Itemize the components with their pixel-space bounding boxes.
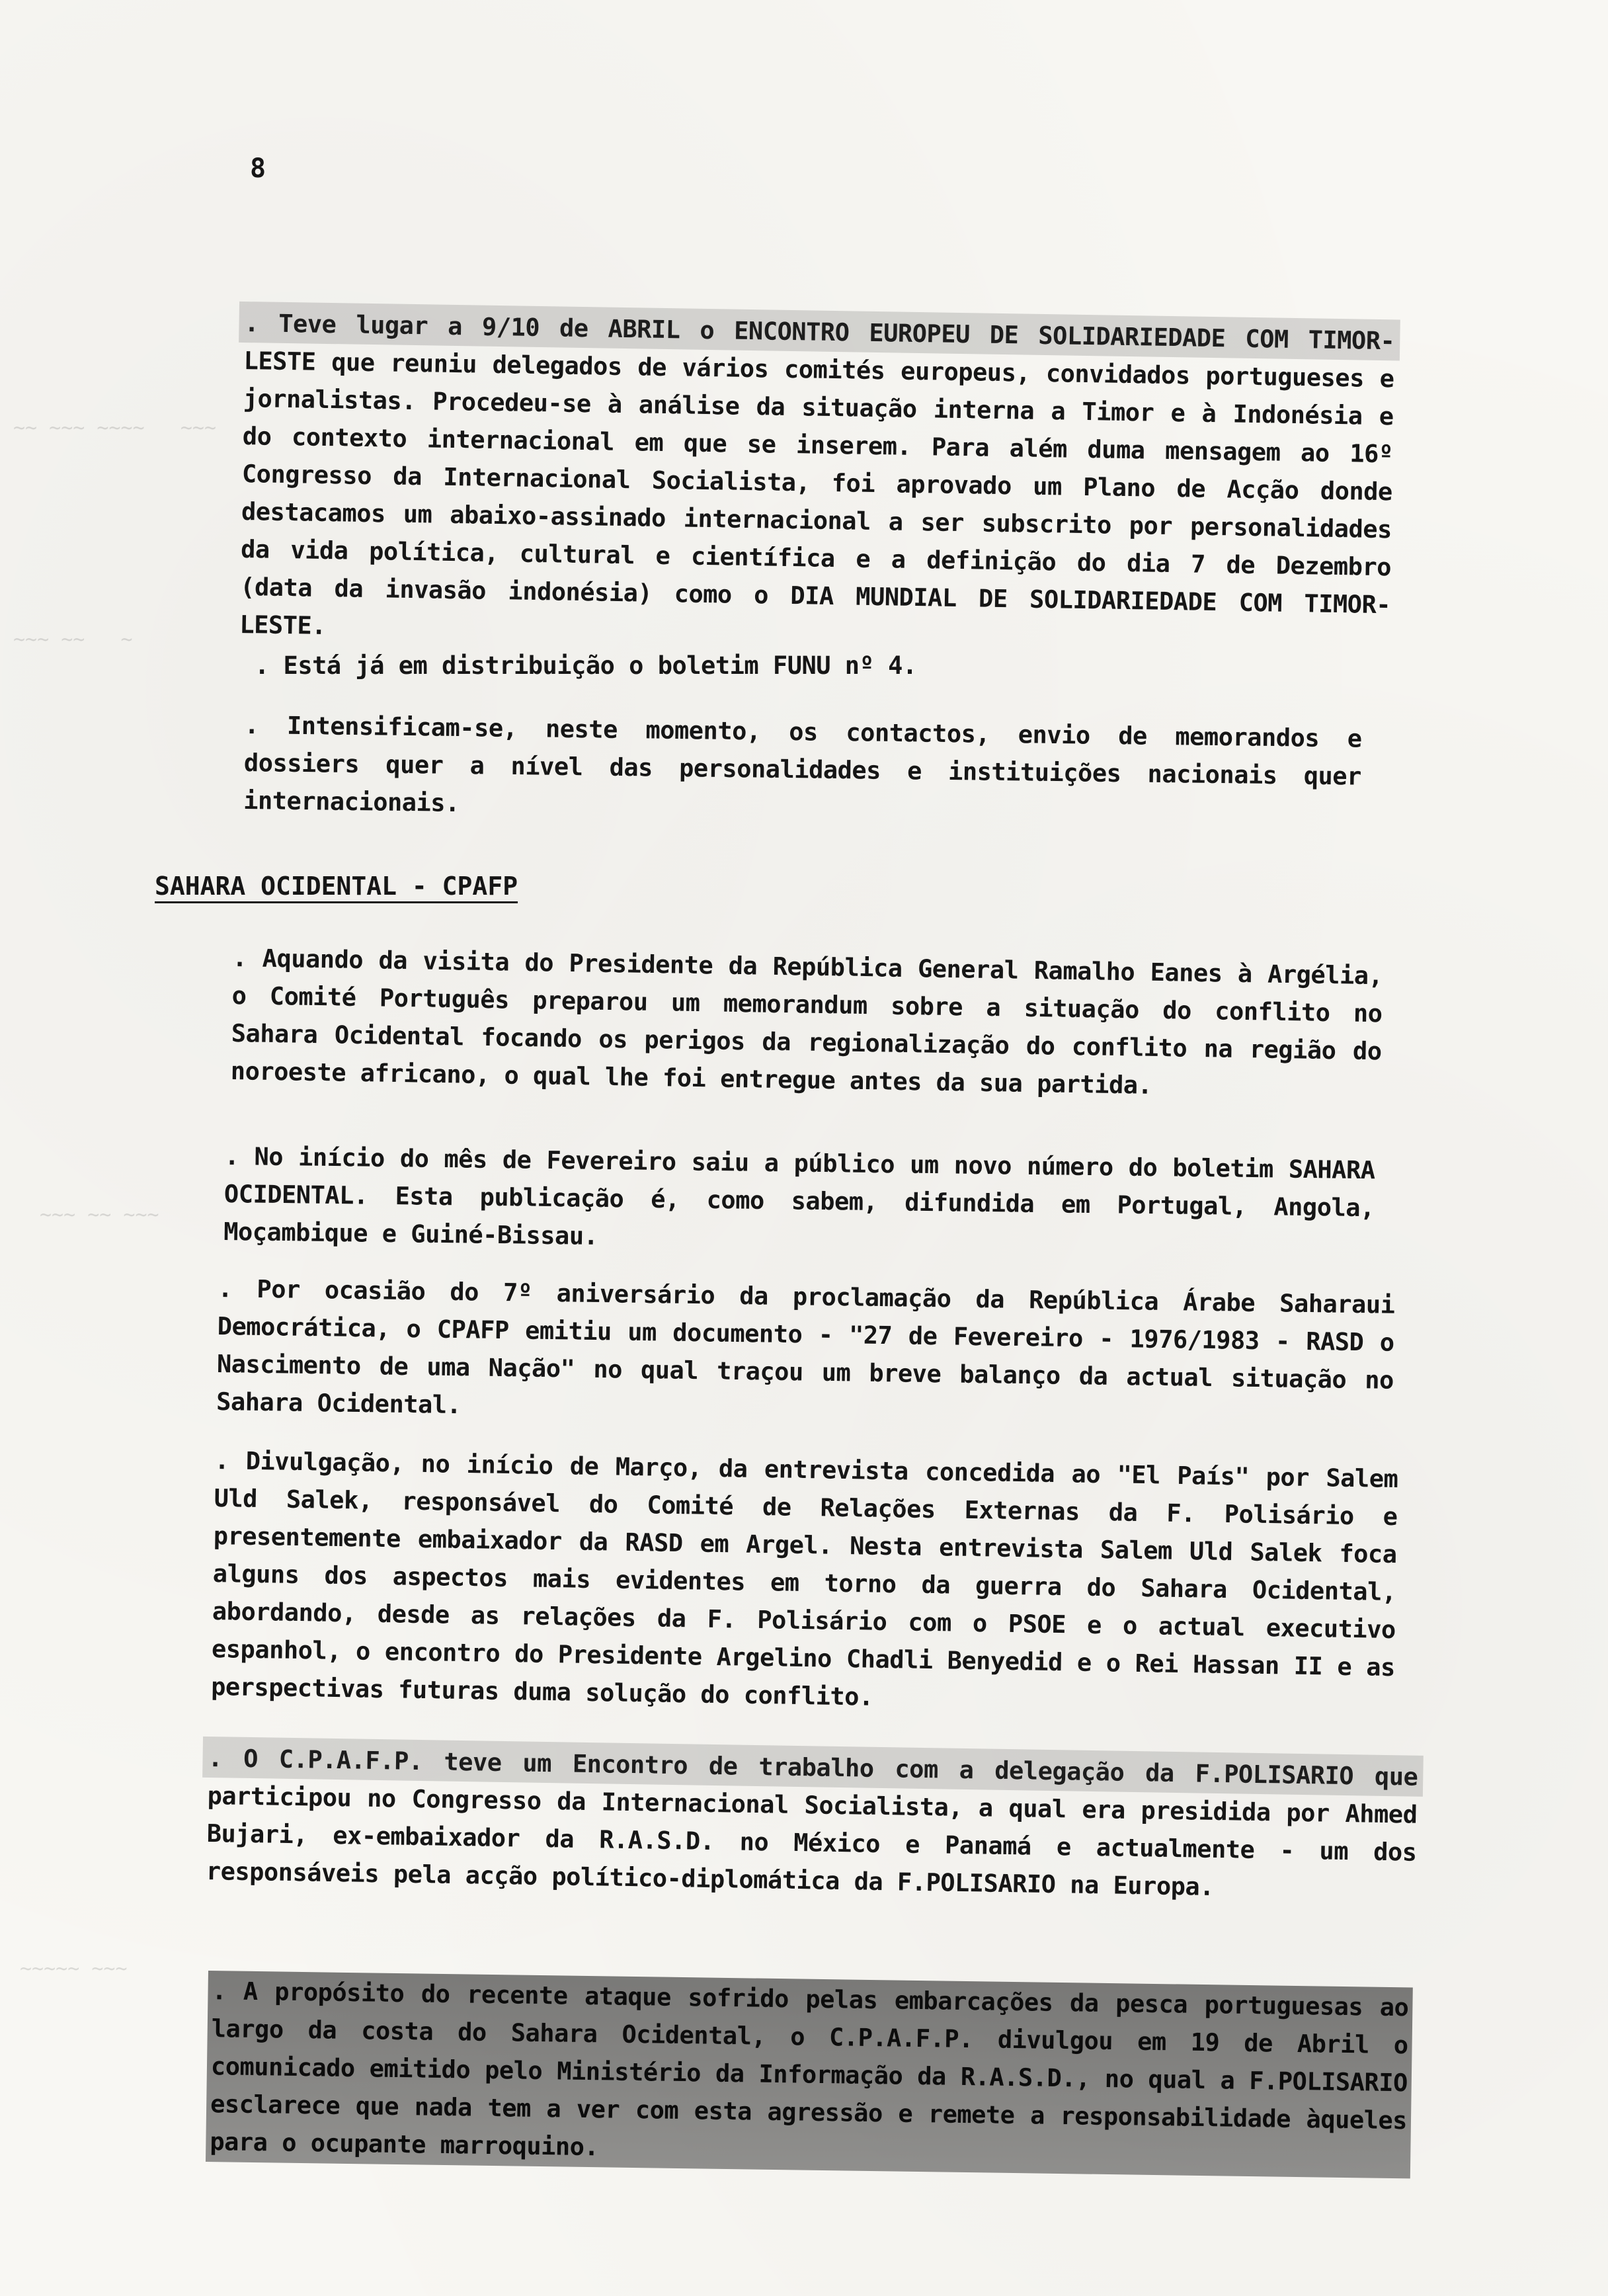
paragraph-boletim-sahara: . No início do mês de Fevereiro saiu a público um novo número do boletim SAHARA OCIDENTAL. Esta publicação é, como sabem, difundida em Portugal, Angola, Moçambique e Guiné-Bissau. <box>223 1141 1375 1250</box>
paragraph-contactos: . Intensificam-se, neste momento, os contactos, envio de memorandos e dossiers quer a nível das personalidades e instituições nacionais quer internacionais. <box>243 710 1362 817</box>
paragraph-aniversario-rasd: . Por ocasião do 7º aniversário da proclamação da República Árabe Saharaui Democrática, o CPAFP emitiu um documento - "27 de Fevereiro - 1976/1983 - RASD o Nascimento de uma Nação" no qual traçou um breve balanço da actual situação no Sahara Ocidental. <box>216 1274 1395 1420</box>
paragraph-visita-argelia: . Aquando da visita do Presidente da República General Ramalho Eanes à Argélia, o Comité Português preparou um memorandum sobre a situação do conflito no Sahara Ocidental focando os perigos da regionalização do conflito na região do noroeste africano, o qual lhe foi entregue antes da sua partida. <box>230 943 1383 1100</box>
paragraph-boletim-funu: . Está já em distribuição o boletim FUNU nº 4. <box>255 651 917 680</box>
bleed-through-marks-3: ~~~ ~~ ~~~ <box>40 1204 159 1227</box>
page-number: 8 <box>250 153 266 184</box>
section-heading-sahara: SAHARA OCIDENTAL - CPAFP <box>155 872 518 901</box>
paragraph-encontro-polisario: . O C.P.A.F.P. teve um Encontro de trabalho com a delegação da F.POLISARIO que participou no Congresso da Internacional Socialista, a qual era presidida por Ahmed Bujari, ex-embaixador da R.A.S.D. no México e Panamá e actualmente - um dos responsáveis pela acção político-diplomática da F.POLISARIO na Europa. <box>206 1739 1418 1909</box>
paragraph-encontro-europeu: . Teve lugar a 9/10 de ABRIL o ENCONTRO EUROPEU DE SOLIDARIEDADE COM TIMOR-LESTE que reuniu delegados de vários comités europeus, convidados portugueses e jornalistas. Procedeu-se à análise da situação interna a Timor e à Indonésia e do contexto internacional em que se inserem. Para além duma mensagem ao 16º Congresso da Internacional Socialista, foi aprovado um Plano de Acção donde destacamos um abaixo-assinado internacional a ser subscrito por personalidades da vida política, cultural e científica e a definição do dia 7 de Dezembro (data da invasão indonésia) como o DIA MUNDIAL DE SOLIDARIEDADE COM TIMOR-LESTE. <box>239 304 1395 661</box>
paragraph-ataque-embarcacoes: . A propósito do recente ataque sofrido pelas embarcações da pesca portuguesas ao largo da costa do Sahara Ocidental, o C.P.A.F.P. divulgou em 19 de Abril o comunicado emitido pelo Ministério da Informação da R.A.S.D., no qual a F.POLISARIO esclarece que nada tem a ver com esta agressão e remete a responsabilidade àqueles para o ocupante marroquino. <box>206 1971 1413 2178</box>
paragraph-entrevista-el-pais: . Divulgação, no início de Março, da entrevista concedida ao "El País" por Salem Uld Salek, responsável do Comité de Relações Externas da F. Polisário e presentemente embaixador da RASD em Argel. Nesta entrevista Salem Uld Salek foca alguns dos aspectos mais evidentes em torno da guerra do Sahara Ocidental, abordando, desde as relações da F. Polisário com o PSOE e o actual executivo espanhol, o encontro do Presidente Argelino Chadli Benyedid e o Rei Hassan II e as perspectivas futuras duma solução do conflito. <box>210 1446 1398 1711</box>
bleed-through-marks: ~~ ~~~ ~~~~ ~~~ <box>13 417 217 440</box>
bleed-through-marks-4: ~~~~~ ~~~ <box>20 1957 128 1981</box>
bleed-through-marks-2: ~~~ ~~ ~ <box>13 628 133 651</box>
